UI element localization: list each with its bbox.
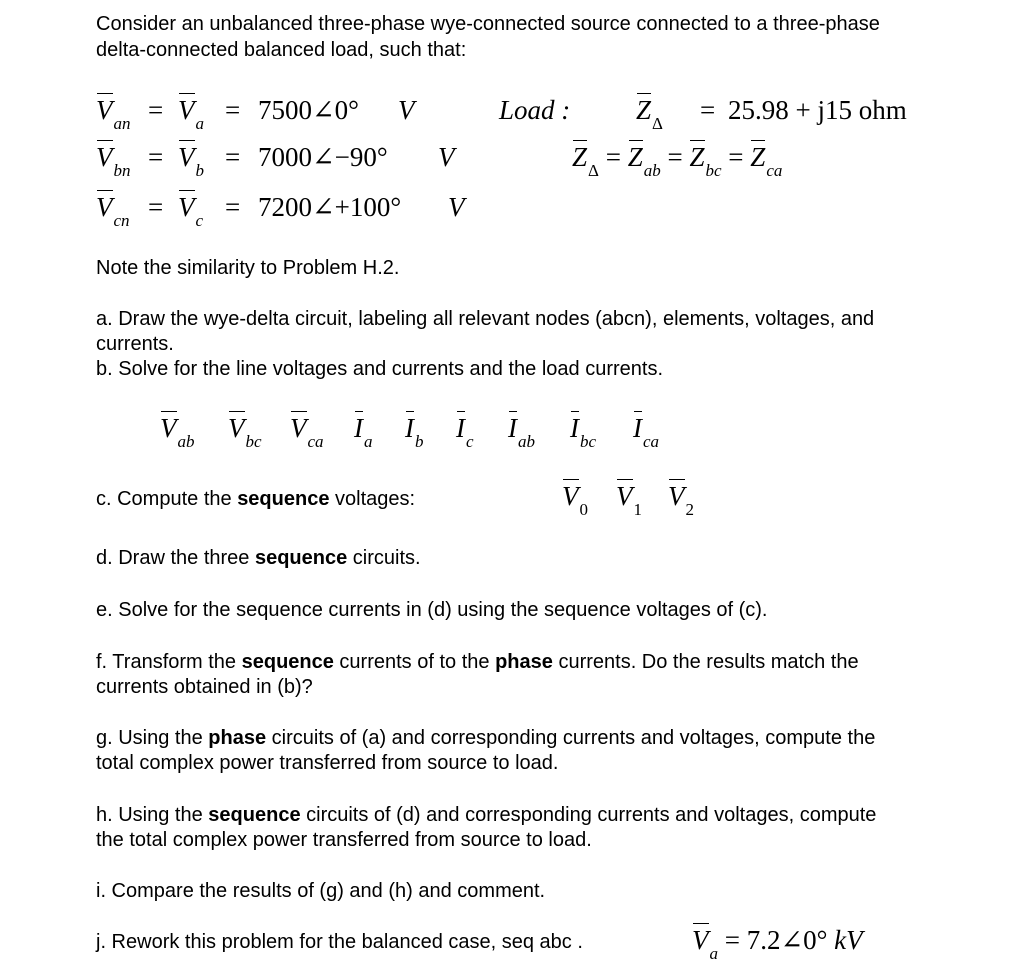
load-value: 25.98 + j15 ohm	[728, 95, 907, 125]
q-vca: $V_{ca}$	[290, 413, 324, 451]
eq-value-a: 7500∠0°	[258, 95, 359, 125]
item-a-line-2: currents.	[96, 333, 174, 355]
item-b: b. Solve for the line voltages and currents and the load currents.	[96, 358, 664, 380]
eq-sign: =	[148, 142, 164, 172]
item-a-line-1: a. Draw the wye-delta circuit, labeling all relevant nodes (abcn), elements, voltages, and	[96, 308, 875, 330]
eq-value-b: 7000∠−90°	[258, 142, 388, 172]
item-j: j. Rework this problem for the balanced case, seq abc .	[96, 931, 583, 953]
eq-vb: $V_b$	[178, 142, 204, 180]
eq-sign: =	[225, 95, 241, 125]
item-c: c. Compute the sequence voltages:	[96, 488, 416, 510]
seq-v0: $V_0$	[562, 481, 588, 519]
item-h-line-1: h. Using the sequence circuits of (d) and corresponding currents and voltages, compute	[96, 804, 877, 826]
item-h-line-2: the total complex power transferred from source to load.	[96, 829, 592, 851]
seq-v2: $V_2$	[668, 481, 694, 519]
q-vbc: $V_{bc}$	[228, 413, 262, 451]
item-f-line-1: f. Transform the sequence currents of to the phase currents. Do the results match the	[96, 651, 859, 673]
load-label: Load :	[499, 95, 571, 125]
q-ib: $I_b$	[405, 413, 424, 451]
eq-unit: V	[438, 142, 455, 172]
q-ia: $I_a$	[354, 413, 373, 451]
item-g-line-1: g. Using the phase circuits of (a) and corresponding currents and voltages, compute the	[96, 727, 876, 749]
eq-unit: V	[448, 192, 465, 222]
eq-vcn: $V_{cn}$	[96, 192, 130, 230]
q-iab: $I_{ab}$	[508, 413, 535, 451]
eq-sign: =	[148, 192, 164, 222]
item-f-line-2: currents obtained in (b)?	[96, 676, 313, 698]
eq-value-c: 7200∠+100°	[258, 192, 402, 222]
intro-line-2: delta-connected balanced load, such that:	[96, 39, 467, 61]
item-e: e. Solve for the sequence currents in (d) using the sequence voltages of (c).	[96, 599, 768, 621]
eq-sign: =	[148, 95, 164, 125]
eq-unit: V	[398, 95, 415, 125]
eq-sign: =	[225, 142, 241, 172]
load-relation: $Z_\Delta = Z_{ab} = Z_{bc} = Z_{ca}$	[572, 142, 783, 180]
eq-vbn: $V_{bn}$	[96, 142, 131, 180]
intro-line-1: Consider an unbalanced three-phase wye-connected source connected to a three-phase	[96, 13, 880, 35]
eq-sign: =	[225, 192, 241, 222]
q-vab: $V_{ab}$	[160, 413, 195, 451]
item-g-line-2: total complex power transferred from source to load.	[96, 752, 559, 774]
eq-vc: $V_c$	[178, 192, 204, 230]
eq-va: $V_a$	[178, 95, 204, 133]
item-j-equation: $V_a$ = 7.2∠0° kV	[692, 925, 863, 963]
q-ibc: $I_{bc}$	[570, 413, 597, 451]
load-z-delta: $Z_\Delta$	[636, 95, 663, 133]
seq-v1: $V_1$	[616, 481, 642, 519]
q-ic: $I_c$	[456, 413, 474, 451]
note: Note the similarity to Problem H.2.	[96, 257, 400, 279]
item-i: i. Compare the results of (g) and (h) and comment.	[96, 880, 546, 902]
eq-sign: =	[700, 95, 716, 125]
item-d: d. Draw the three sequence circuits.	[96, 547, 421, 569]
eq-van: $V_{an}$	[96, 95, 131, 133]
q-ica: $I_{ca}$	[633, 413, 660, 451]
